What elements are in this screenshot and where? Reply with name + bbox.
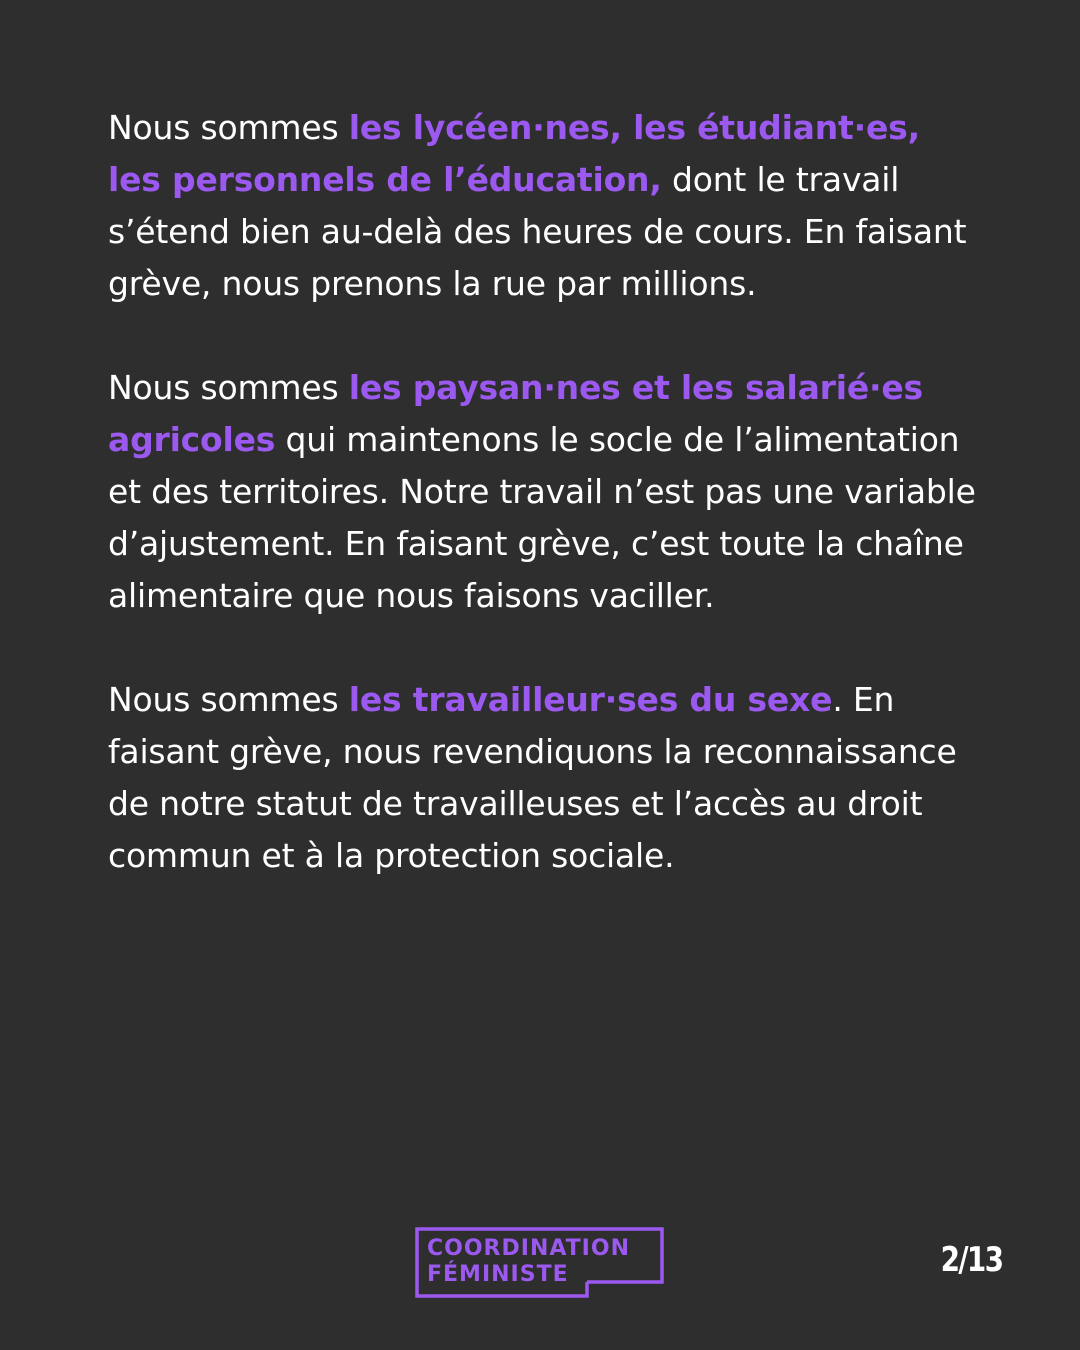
paragraph-highlight: les paysan·nes et les salarié·es agricoles (108, 368, 923, 459)
paragraph-highlight: les lycéen·nes, les étudiant·es, les personnels de l’éducation, (108, 108, 920, 199)
paragraph-highlight: les travailleur·ses du sexe (348, 680, 833, 719)
text-content (108, 102, 978, 934)
logo-line-2: FÉMINISTE (427, 1262, 569, 1287)
paragraph-intro: Nous sommes (108, 108, 349, 147)
paragraph-body: . En faisant grève, nous revendiquons la reconnaissance de notre statut de travailleuses et l’accès au droit commun et à la protection sociale. (108, 680, 957, 875)
paragraph-body: qui maintenons le socle de l’alimentation et des territoires. Notre travail n’est pas une variable d’ajustement. En faisant grève, c’est toute la chaîne alimentaire que nous faisons vaciller. (108, 420, 976, 615)
paragraph-education (108, 102, 978, 310)
paragraph-intro: Nous sommes (108, 368, 349, 407)
coordination-feministe-logo (414, 1226, 666, 1300)
logo-line-1: COORDINATION (427, 1236, 630, 1261)
paragraph-agriculture (108, 362, 978, 622)
page-indicator: 2/13 (940, 1240, 1002, 1280)
paragraph-intro: Nous sommes (108, 680, 349, 719)
paragraph-body: dont le travail s’étend bien au-delà des heures de cours. En faisant grève, nous prenons la rue par millions. (108, 160, 967, 303)
paragraph-sex-workers (108, 674, 978, 882)
